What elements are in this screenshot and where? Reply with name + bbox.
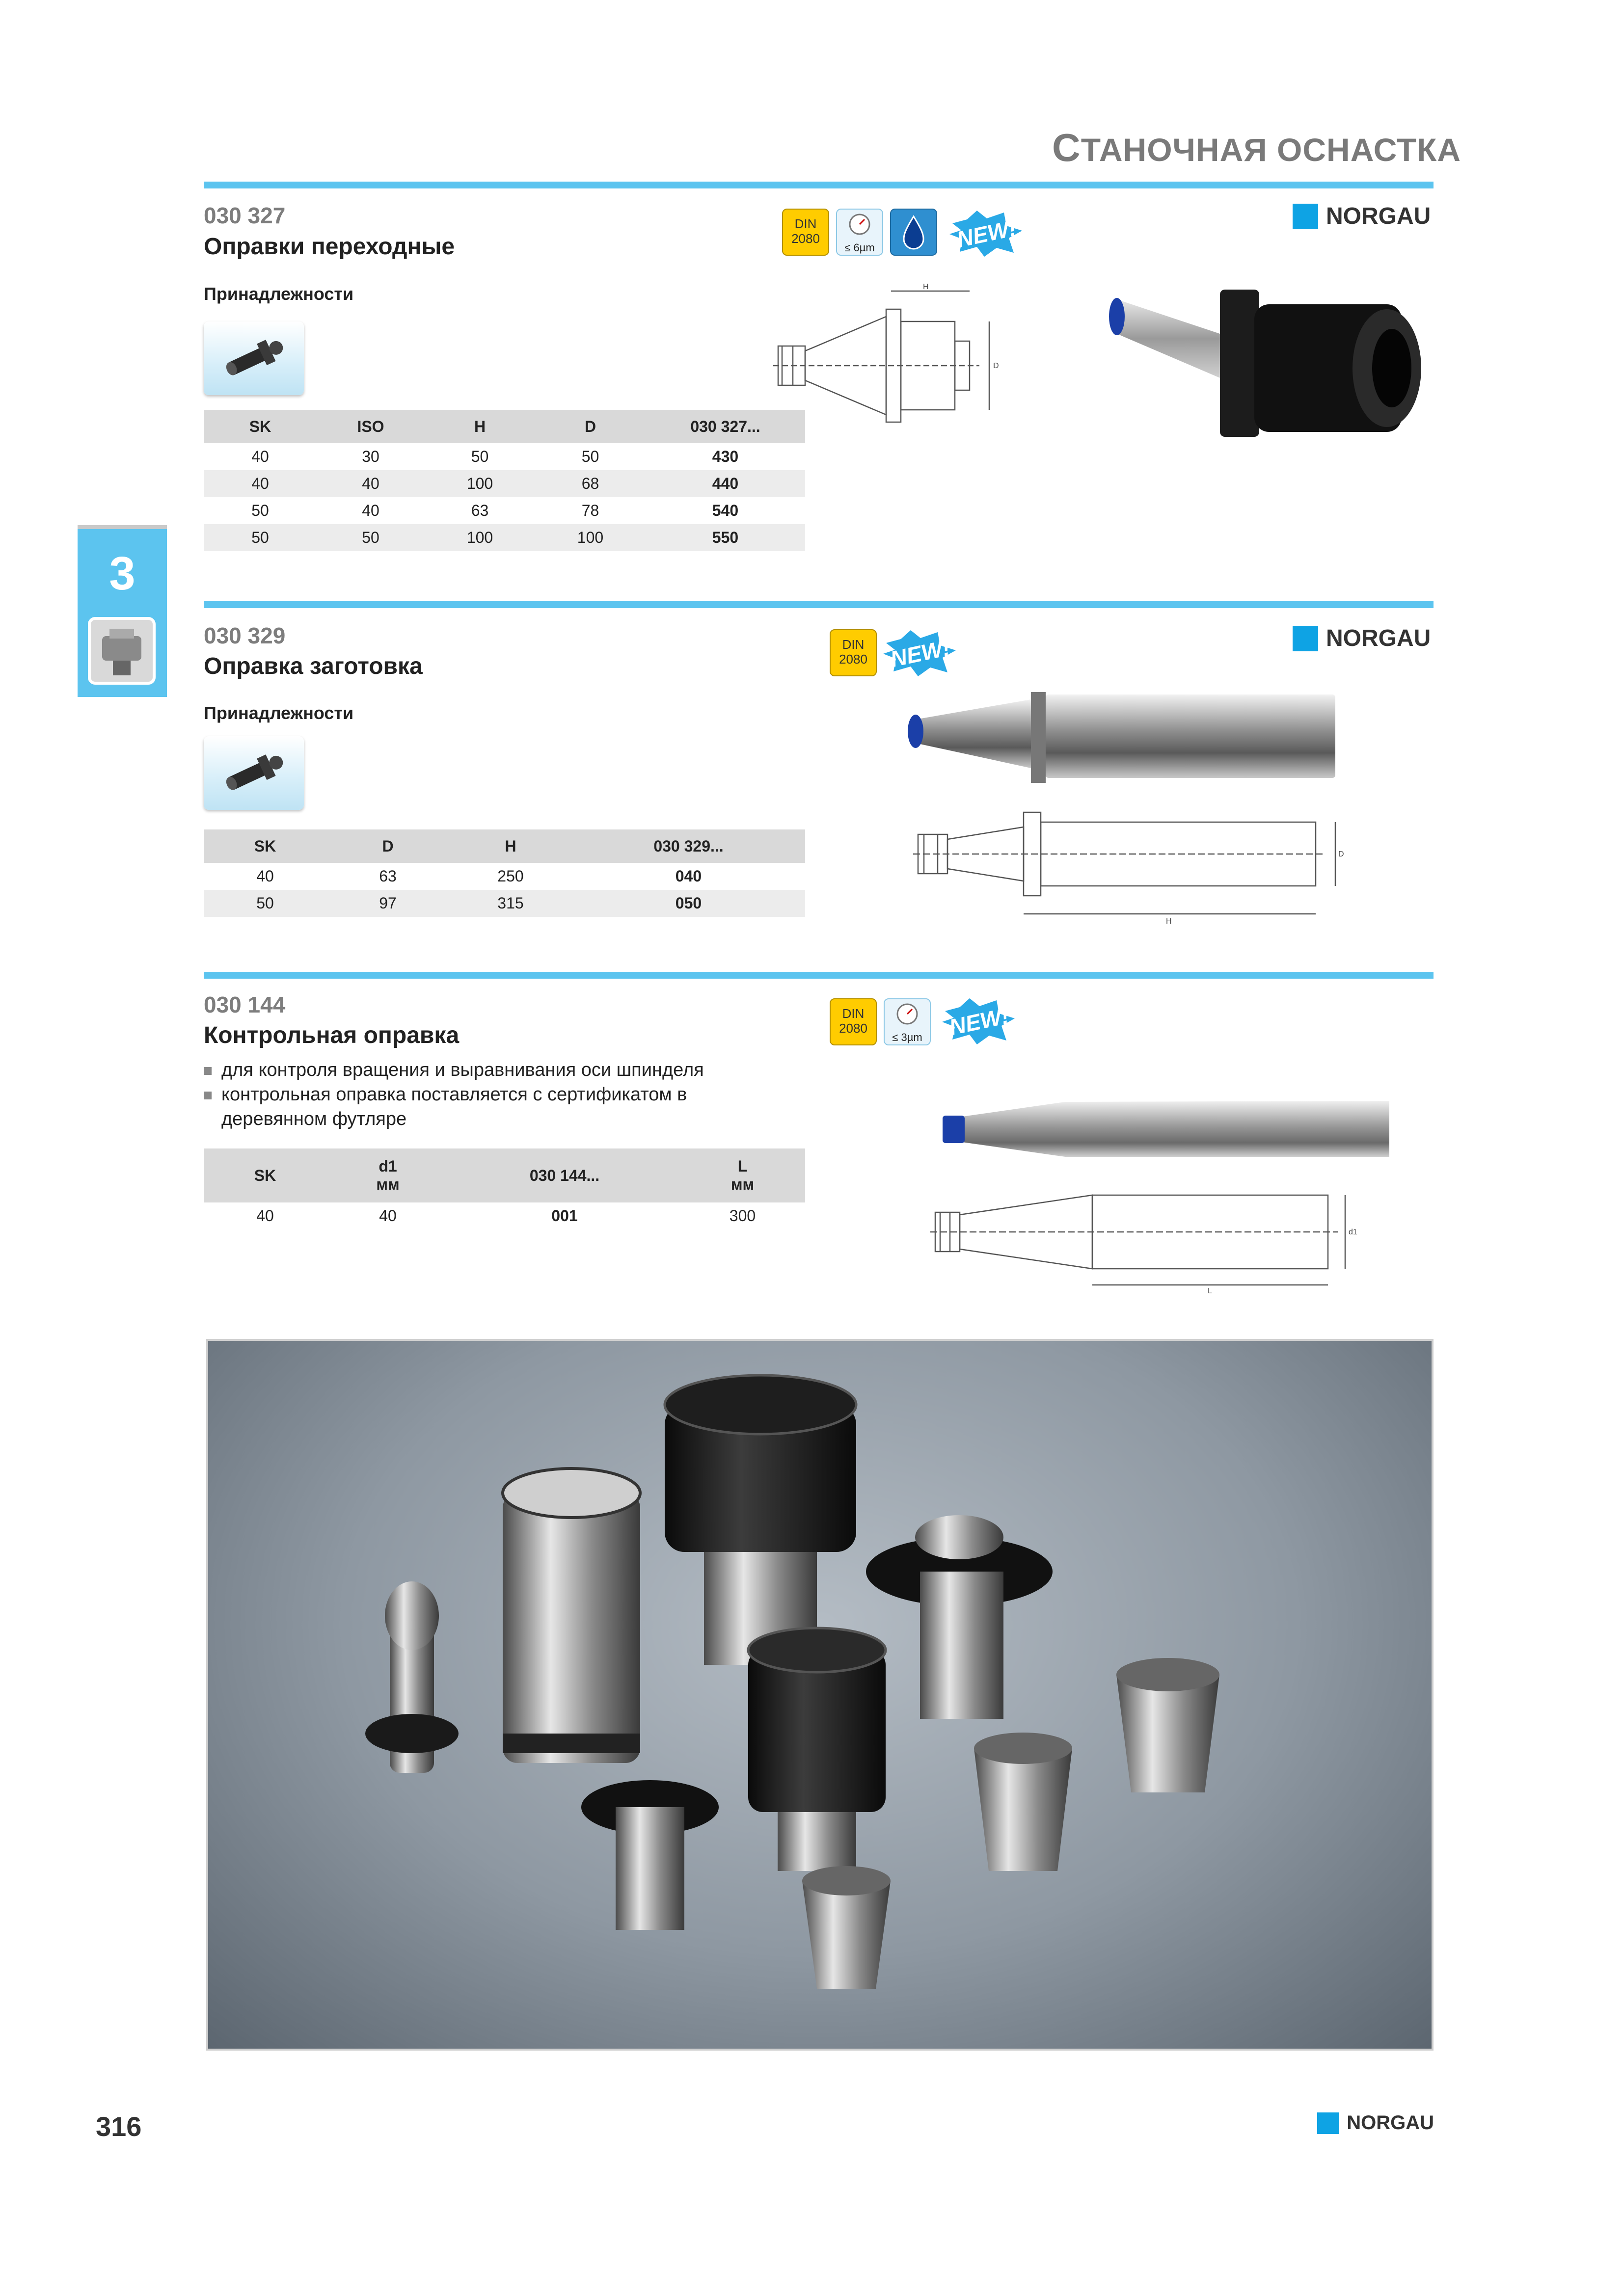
tool-holders-photo <box>208 1341 1432 2049</box>
product-photo <box>1097 275 1441 461</box>
pull-stud-icon <box>204 321 304 395</box>
product-title: Контрольная оправка <box>204 1022 460 1048</box>
product-group-photo <box>206 1339 1434 2051</box>
new-badge: NEW! <box>940 996 1019 1045</box>
product-title: Оправка заготовка <box>204 653 423 679</box>
brand-square-icon <box>1317 2112 1339 2134</box>
accessories-label: Принадлежности <box>204 703 354 723</box>
gauge-badge: ≤ 3µm <box>884 998 931 1045</box>
column-header: H <box>449 829 572 863</box>
column-header: H <box>425 410 535 443</box>
din-badge: DIN 2080 <box>830 998 877 1045</box>
brand-logo: NORGAU <box>1293 625 1431 652</box>
bullet-icon <box>204 1092 212 1099</box>
chapter-number: 3 <box>109 547 135 600</box>
section-rule <box>204 182 1434 188</box>
table-row: 50 50 100 100 550 <box>204 524 805 551</box>
table-row: 40 30 50 50 430 <box>251 448 739 465</box>
page-number: 316 <box>96 2111 142 2142</box>
table-row: 50 97 315 050 <box>204 890 805 917</box>
product-code: 030 329 <box>204 623 286 648</box>
table-row: 40 40 001 300 <box>256 1207 756 1225</box>
spec-table <box>204 829 805 917</box>
product-code: 030 327 <box>204 203 286 228</box>
accessories-label: Принадлежности <box>204 284 354 304</box>
column-header: ISO <box>317 410 425 443</box>
dial-gauge-icon <box>837 210 882 239</box>
svg-text:H: H <box>1166 917 1172 926</box>
din-badge: DIN 2080 <box>782 209 829 256</box>
column-header: 030 144... <box>449 1148 680 1202</box>
column-header: SK <box>204 1148 326 1202</box>
column-header: D <box>535 410 646 443</box>
accessory-thumbnail[interactable] <box>204 736 304 810</box>
brand-square-icon <box>1293 204 1318 229</box>
coolant-drop-icon <box>891 210 936 255</box>
svg-text:D: D <box>1338 850 1344 858</box>
technical-drawing <box>930 1188 1431 1296</box>
technical-drawing <box>913 800 1424 928</box>
brand-logo: NORGAU <box>1293 203 1431 230</box>
coolant-badge <box>890 209 937 256</box>
footer-brand-logo: NORGAU <box>1317 2112 1434 2134</box>
svg-text:D: D <box>993 362 999 370</box>
column-header: D <box>326 829 449 863</box>
svg-text:d1: d1 <box>1349 1228 1357 1236</box>
spec-table <box>204 410 805 551</box>
product-code: 030 144 <box>204 992 286 1017</box>
accessory-thumbnail[interactable] <box>204 321 304 395</box>
column-header: L мм <box>680 1148 805 1202</box>
column-header: 030 329... <box>572 829 805 863</box>
section-rule <box>204 601 1434 608</box>
list-item: для контроля вращения и выравнивания оси шпинделя <box>204 1058 793 1082</box>
gauge-badge: ≤ 6µm <box>836 209 883 256</box>
spec-table <box>204 1148 805 1229</box>
product-photo <box>893 685 1434 793</box>
table-row: 40 40 100 68 440 <box>204 470 805 497</box>
section-rule <box>204 972 1434 979</box>
tool-holder-icon <box>87 616 156 685</box>
list-item: контрольная оправка поставляется с сертификатом в деревянном футляре <box>204 1082 793 1131</box>
product-title: Оправки переходные <box>204 234 455 260</box>
table-row: 40 63 250 040 <box>256 867 702 885</box>
new-badge: NEW! <box>947 209 1026 258</box>
din-badge: DIN 2080 <box>830 629 877 676</box>
pull-stud-icon <box>204 736 304 810</box>
new-badge: NEW! <box>881 628 960 677</box>
column-header: 030 327... <box>646 410 805 443</box>
column-header: SK <box>204 410 317 443</box>
bullet-icon <box>204 1067 212 1075</box>
product-photo <box>933 1097 1424 1161</box>
technical-drawing <box>773 282 1107 444</box>
brand-square-icon <box>1293 626 1318 651</box>
table-row: 50 40 63 78 540 <box>251 502 739 519</box>
column-header: SK <box>204 829 326 863</box>
page-section-title: СТАНОЧНАЯ ОСНАСТКА <box>1052 126 1461 169</box>
dial-gauge-icon <box>885 999 930 1029</box>
column-header: d1 мм <box>326 1148 449 1202</box>
svg-text:H: H <box>923 283 929 291</box>
svg-text:L: L <box>1208 1287 1212 1295</box>
feature-list <box>204 1058 793 1131</box>
chapter-tab[interactable] <box>78 525 167 697</box>
